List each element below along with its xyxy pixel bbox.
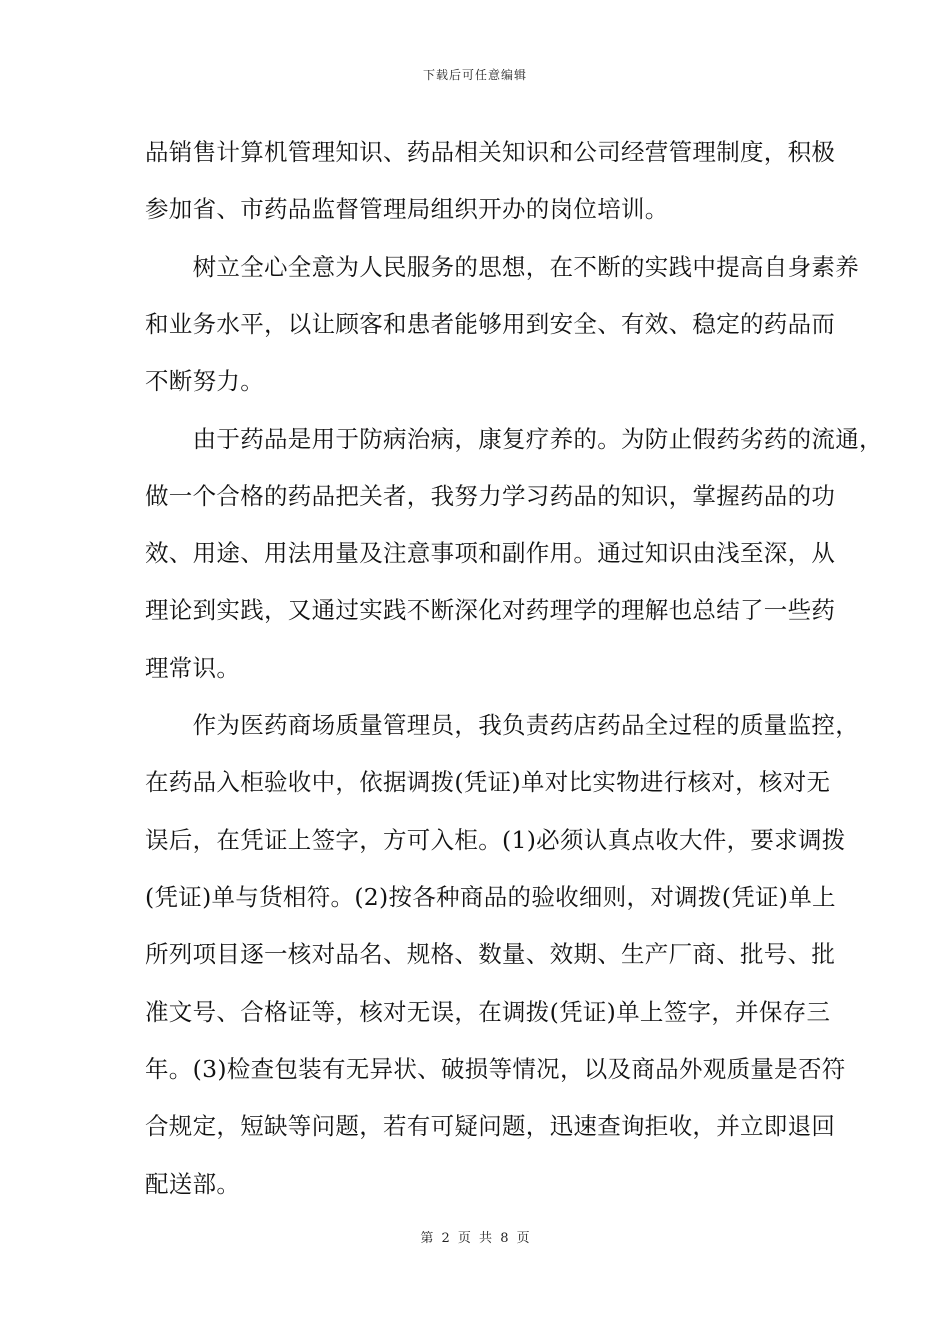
text-line: 效、用途、用法用量及注意事项和副作用。通过知识由浅至深，从 — [145, 539, 836, 567]
text-line: 合规定，短缺等问题，若有可疑问题，迅速查询拒收，并立即退回 — [145, 1112, 836, 1140]
text-line: 所列项目逐一核对品名、规格、数量、效期、生产厂商、批号、批 — [145, 940, 836, 968]
text-line: 理论到实践，又通过实践不断深化对药理学的理解也总结了一些药 — [145, 596, 836, 624]
text-line: 由于药品是用于防病治病，康复疗养的。为防止假药劣药的流通， — [145, 425, 883, 453]
text-line: 做一个合格的药品把关者，我努力学习药品的知识，掌握药品的功 — [145, 482, 836, 510]
text-line: 准文号、合格证等，核对无误，在调拨(凭证)单上签字，并保存三 — [145, 998, 831, 1026]
text-line: 不断努力。 — [145, 367, 264, 395]
text-line: 在药品入柜验收中，依据调拨(凭证)单对比实物进行核对，核对无 — [145, 768, 831, 796]
text-line: 误后，在凭证上签字，方可入柜。(1)必须认真点收大件，要求调拨 — [145, 826, 846, 854]
text-line: 年。(3)检查包装有无异状、破损等情况，以及商品外观质量是否符 — [145, 1055, 846, 1083]
text-line: 参加省、市药品监督管理局组织开办的岗位培训。 — [145, 195, 669, 223]
text-line: 配送部。 — [145, 1170, 241, 1198]
text-line: 和业务水平，以让顾客和患者能够用到安全、有效、稳定的药品而 — [145, 310, 836, 338]
text-line: (凭证)单与货相符。(2)按各种商品的验收细则，对调拨(凭证)单上 — [145, 883, 836, 911]
text-line: 品销售计算机管理知识、药品相关知识和公司经营管理制度，积极 — [145, 138, 836, 166]
text-line: 树立全心全意为人民服务的思想，在不断的实践中提高自身素养 — [145, 253, 859, 281]
text-line: 作为医药商场质量管理员，我负责药店药品全过程的质量监控， — [145, 711, 859, 739]
page-header: 下载后可任意编辑 — [422, 68, 527, 82]
page-footer: 第 2 页 共 8 页 — [420, 1231, 530, 1246]
text-line: 理常识。 — [145, 654, 241, 682]
